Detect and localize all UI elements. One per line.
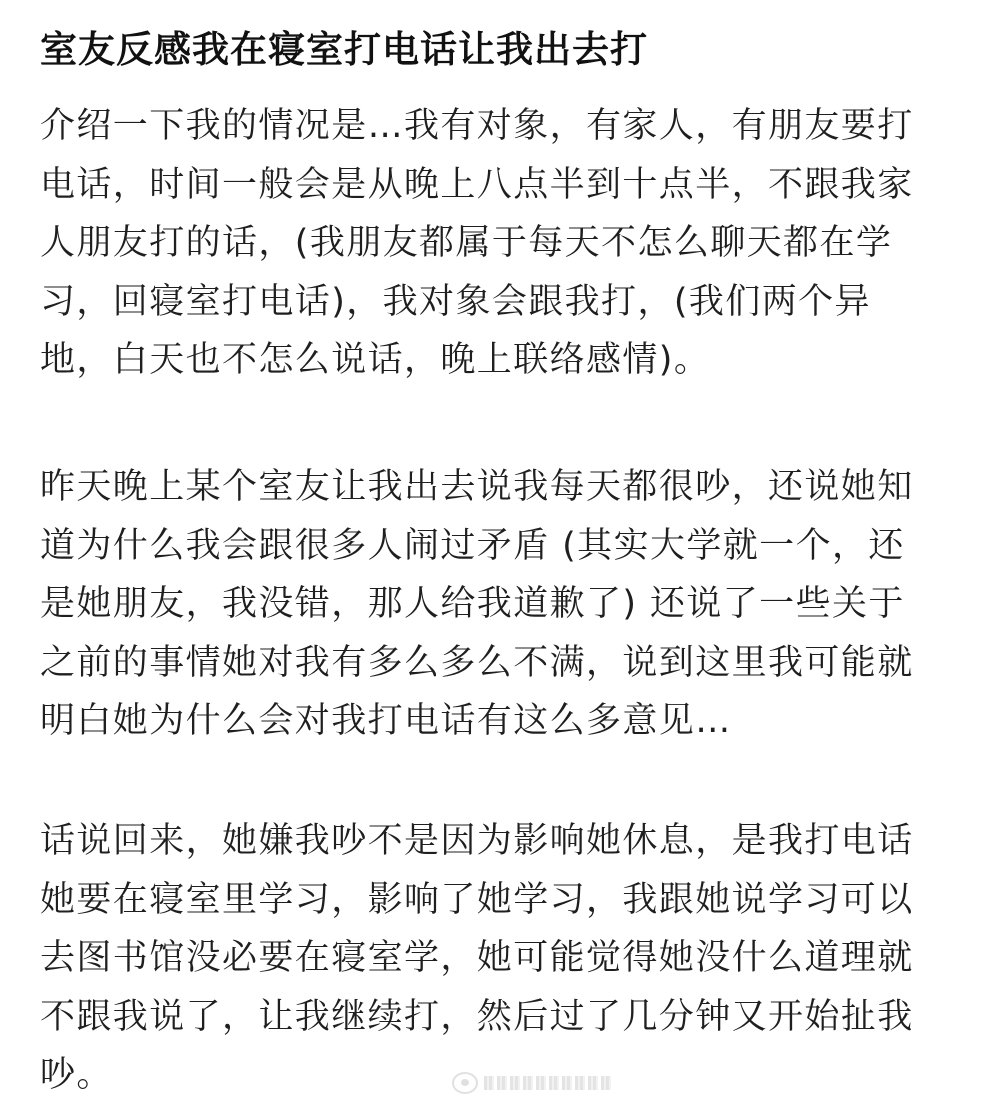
text-line: 不跟我说了，让我继续打，然后过了几分钟又开始扯我 xyxy=(40,996,914,1037)
paragraph-1 xyxy=(40,97,914,390)
watermark-blurred-text xyxy=(484,1076,611,1090)
paragraph-2 xyxy=(40,458,914,751)
text-line: 地，白天也不怎么说话，晚上联络感情)。 xyxy=(40,340,711,380)
text-line: 她要在寝室里学习，影响了她学习，我跟她说学习可以 xyxy=(40,879,914,920)
watermark xyxy=(452,1068,612,1098)
text-line: 道为什么我会跟很多人闹过矛盾 (其实大学就一个，还 xyxy=(40,525,905,566)
text-line: 是她朋友，我没错，那人给我道歉了) 还说了一些关于 xyxy=(40,584,905,624)
text-line: 电话，时间一般会是从晚上八点半到十点半，不跟我家 xyxy=(40,164,914,205)
text-line: 人朋友打的话，(我朋友都属于每天不怎么聊天都在学 xyxy=(40,223,893,263)
text-line: 之前的事情她对我有多么多么不满，说到这里我可能就 xyxy=(40,642,914,683)
text-line: 明白她为什么会对我打电话有这么多意见… xyxy=(40,701,732,741)
text-line: 昨天晚上某个室友让我出去说我每天都很吵，还说她知 xyxy=(40,467,914,507)
text-line: 习，回寝室打电话)，我对象会跟我打，(我们两个异 xyxy=(40,281,871,322)
text-line: 话说回来，她嫌我吵不是因为影响她休息，是我打电话 xyxy=(40,821,914,861)
text-line: 去图书馆没必要在寝室学，她可能觉得她没什么道理就 xyxy=(40,938,914,978)
paragraph-3 xyxy=(40,812,914,1105)
text-line: 吵。 xyxy=(40,1055,113,1095)
weibo-logo-icon xyxy=(452,1072,478,1094)
post-title: 室友反感我在寝室打电话让我出去打 xyxy=(40,28,648,71)
text-line: 介绍一下我的情况是…我有对象，有家人，有朋友要打 xyxy=(40,106,914,146)
